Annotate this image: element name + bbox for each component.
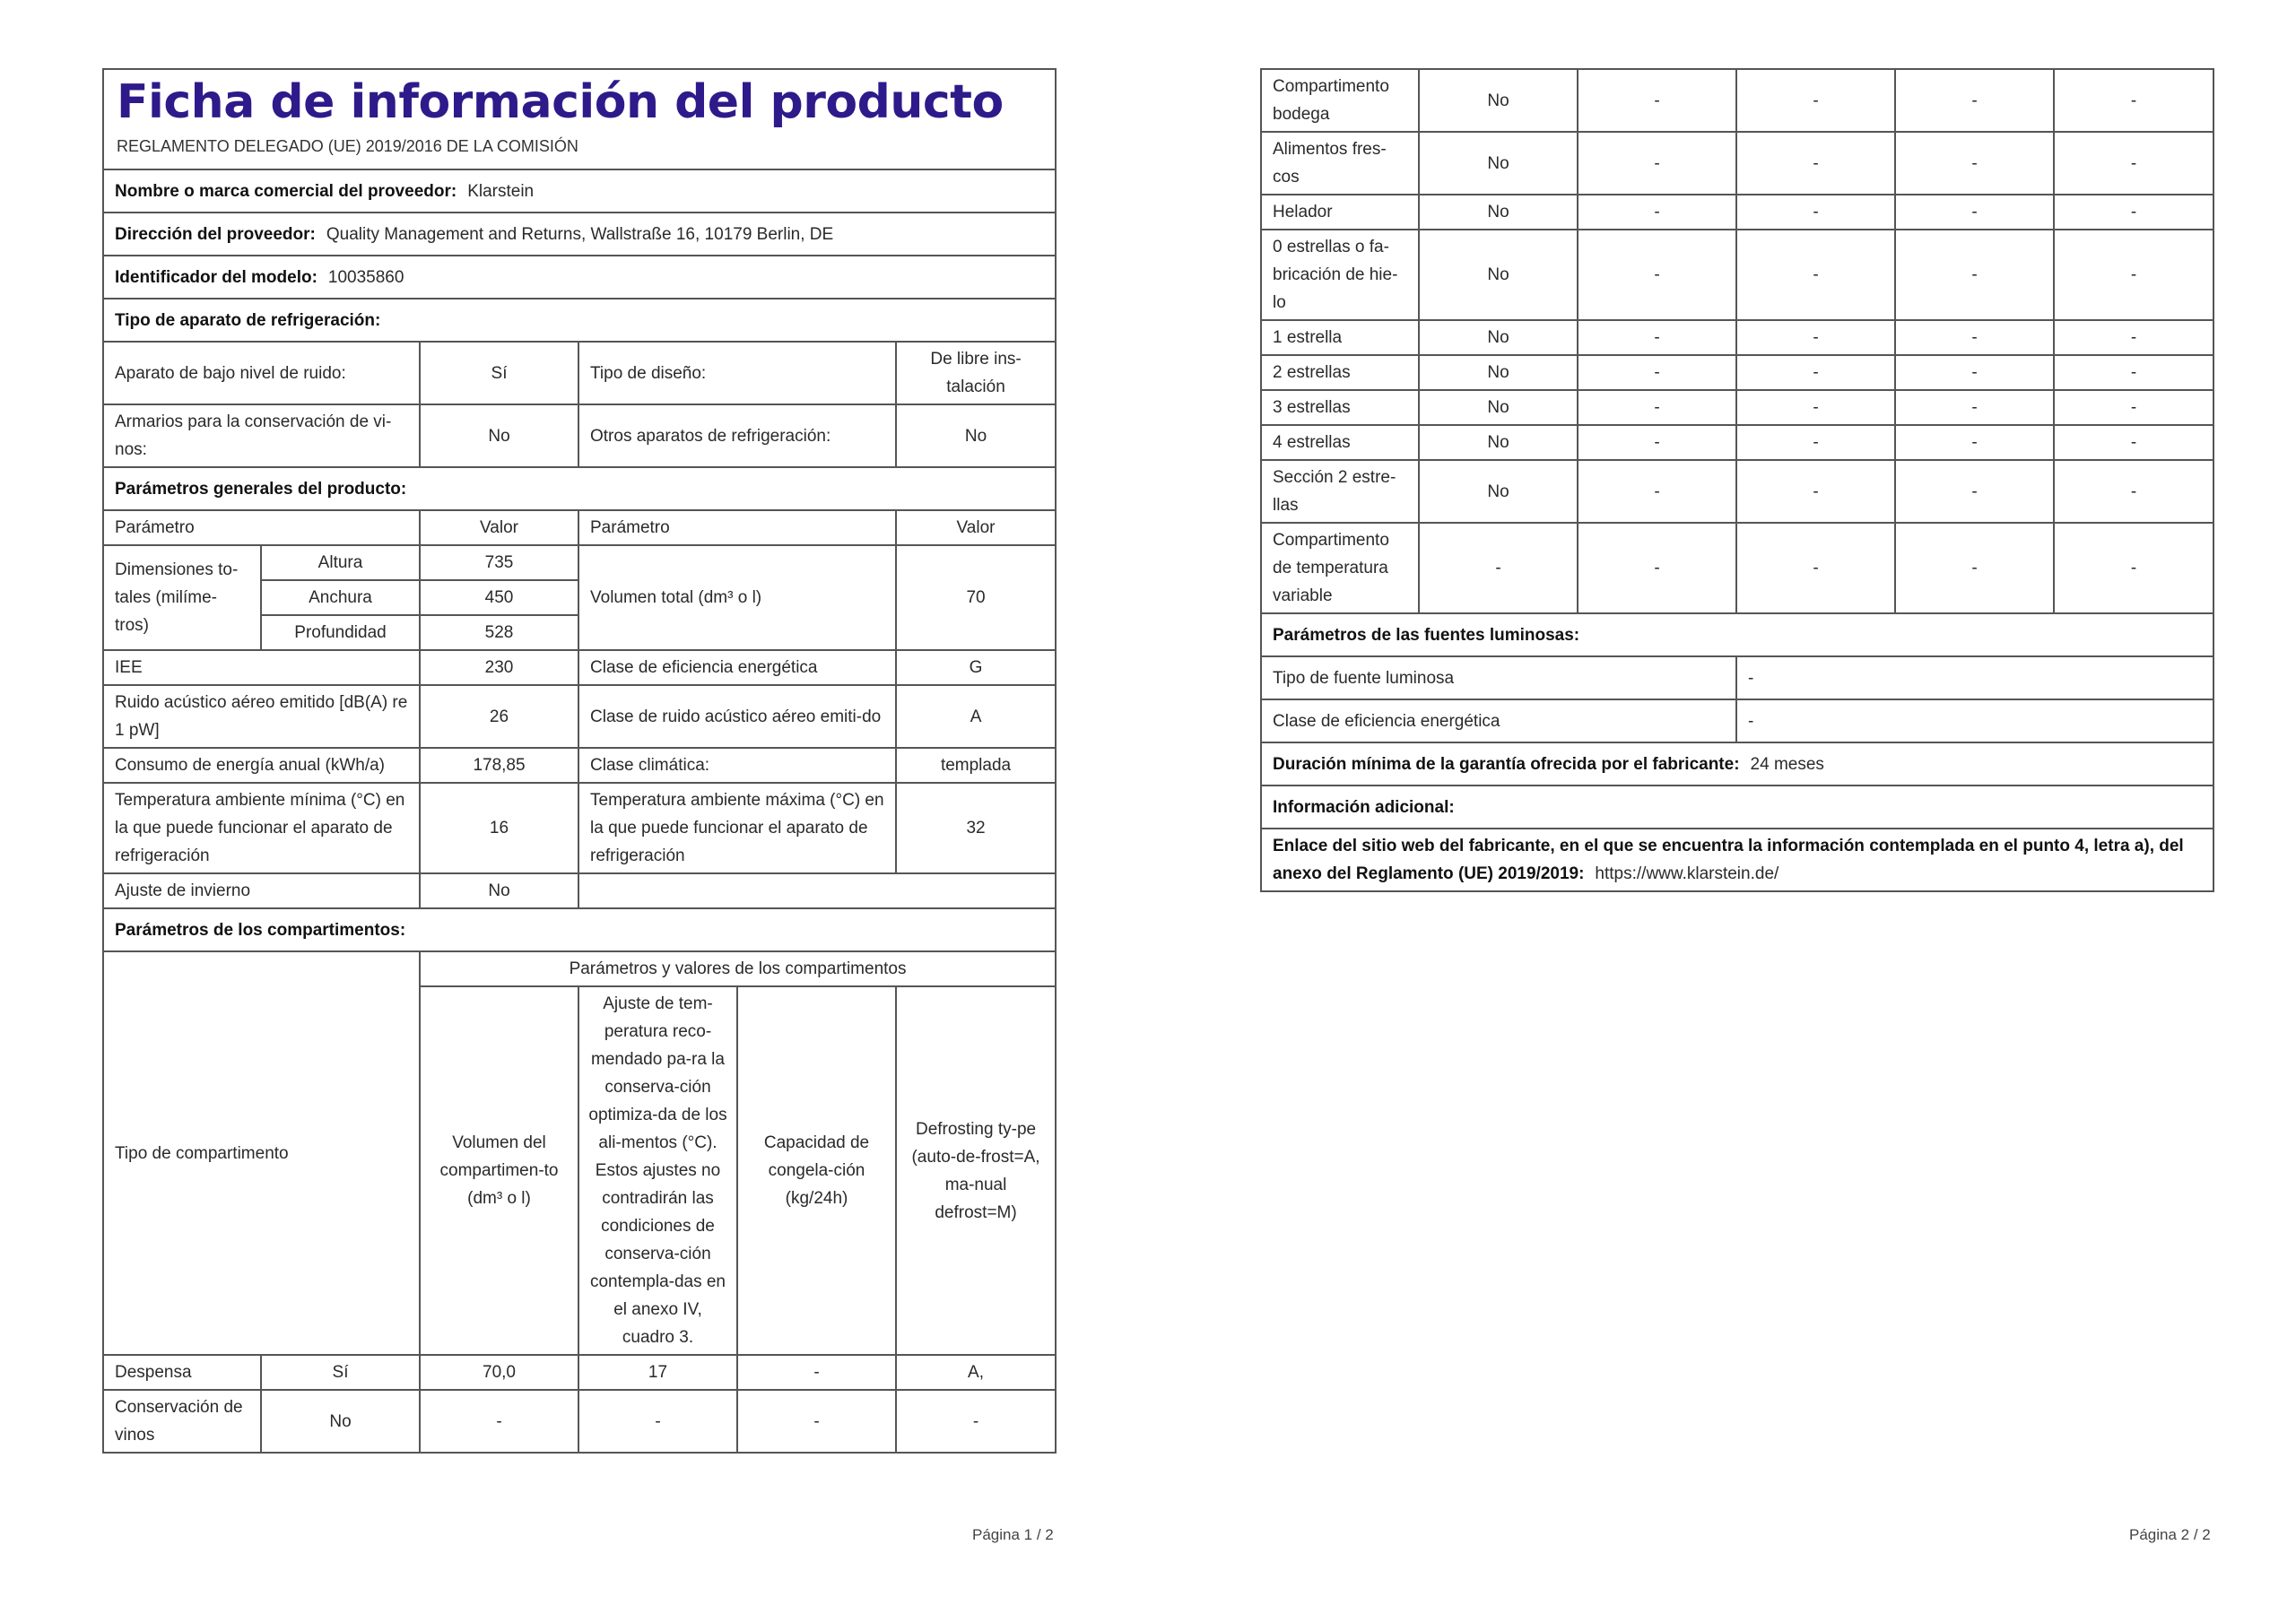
min-temp-label: Temperatura ambiente mínima (°C) en la que puede funcionar el aparato de refrigeración xyxy=(103,783,420,873)
consumption-value: 178,85 xyxy=(420,748,578,783)
table-row xyxy=(1261,320,2213,355)
row-defrost: - xyxy=(2054,320,2213,355)
row-temp: - xyxy=(1736,460,1895,523)
climate-label: Clase climática: xyxy=(578,748,896,783)
width-value: 450 xyxy=(420,580,578,615)
pantry-defrost: A, xyxy=(896,1355,1056,1390)
value-header: Valor xyxy=(420,510,578,545)
row-volume: - xyxy=(1578,230,1736,320)
pantry-freezing: - xyxy=(737,1355,896,1390)
depth-label: Profundidad xyxy=(261,615,420,650)
row-label: Alimentos fres-cos xyxy=(1261,132,1419,195)
row-label: Sección 2 estre-llas xyxy=(1261,460,1419,523)
row-freezing: - xyxy=(1895,355,2054,390)
row-label: 0 estrellas o fa-bricación de hie-lo xyxy=(1261,230,1419,320)
row-freezing: - xyxy=(1895,460,2054,523)
design-type-label: Tipo de diseño: xyxy=(578,342,896,404)
row-volume: - xyxy=(1578,425,1736,460)
pantry-volume: 70,0 xyxy=(420,1355,578,1390)
other-appliances-value: No xyxy=(896,404,1056,467)
light-class-value: - xyxy=(1736,699,2213,742)
regulation-subtitle: REGLAMENTO DELEGADO (UE) 2019/2016 DE LA COMISIÓN xyxy=(117,137,578,155)
row-freezing: - xyxy=(1895,195,2054,230)
table-row xyxy=(1261,355,2213,390)
low-noise-value: Sí xyxy=(420,342,578,404)
empty-cell xyxy=(578,873,1056,908)
energy-class-value: G xyxy=(896,650,1056,685)
col-defrost-header: Defrosting ty-pe (auto-de-frost=A, ma-nual defrost=M) xyxy=(896,986,1056,1355)
address-label: Dirección del proveedor: xyxy=(115,224,316,244)
row-present: No xyxy=(1419,230,1578,320)
table-row xyxy=(1261,195,2213,230)
row-freezing: - xyxy=(1895,390,2054,425)
model-value: 10035860 xyxy=(327,267,404,287)
col-freezing-header: Capacidad de congela-ción (kg/24h) xyxy=(737,986,896,1355)
row-defrost: - xyxy=(2054,460,2213,523)
param-header-2: Parámetro xyxy=(578,510,896,545)
row-freezing: - xyxy=(1895,425,2054,460)
low-noise-label: Aparato de bajo nivel de ruido: xyxy=(103,342,420,404)
noise-label: Ruido acústico aéreo emitido [dB(A) re 1 pW] xyxy=(103,685,420,748)
table-row xyxy=(1261,523,2213,613)
row-defrost: - xyxy=(2054,230,2213,320)
row-temp: - xyxy=(1736,390,1895,425)
page-number-1: Página 1 / 2 xyxy=(972,1526,1054,1543)
row-defrost: - xyxy=(2054,425,2213,460)
row-defrost: - xyxy=(2054,355,2213,390)
row-freezing: - xyxy=(1895,523,2054,613)
noise-value: 26 xyxy=(420,685,578,748)
compartment-params-heading: Parámetros de los compartimentos: xyxy=(115,920,406,940)
wine-cabinet-label: Armarios para la conservación de vi-nos: xyxy=(103,404,420,467)
row-volume: - xyxy=(1578,320,1736,355)
table-row xyxy=(1261,132,2213,195)
row-volume: - xyxy=(1578,460,1736,523)
row-temp: - xyxy=(1736,355,1895,390)
col-volume-header: Volumen del compartimen-to (dm³ o l) xyxy=(420,986,578,1355)
website-link-label: Enlace del sitio web del fabricante, en el que se encuentra la información contemplada en el punto 4, letra a), del anexo del Reglamento (UE) 2019/2019: xyxy=(1273,837,2184,883)
wine-row-volume: - xyxy=(420,1390,578,1453)
row-temp: - xyxy=(1736,195,1895,230)
pantry-present: Sí xyxy=(261,1355,420,1390)
row-defrost: - xyxy=(2054,390,2213,425)
wine-row-present: No xyxy=(261,1390,420,1453)
depth-value: 528 xyxy=(420,615,578,650)
dimensions-label: Dimensiones to-tales (milíme-tros) xyxy=(103,545,261,650)
warranty-label: Duración mínima de la garantía ofrecida por el fabricante: xyxy=(1273,754,1740,774)
max-temp-value: 32 xyxy=(896,783,1056,873)
row-freezing: - xyxy=(1895,230,2054,320)
wine-row-freezing: - xyxy=(737,1390,896,1453)
table-row xyxy=(1261,425,2213,460)
row-temp: - xyxy=(1736,69,1895,132)
row-label: 2 estrellas xyxy=(1261,355,1419,390)
table-row xyxy=(1261,390,2213,425)
page-2 xyxy=(1260,68,2213,892)
row-present: No xyxy=(1419,390,1578,425)
table-row xyxy=(1261,460,2213,523)
row-label: Helador xyxy=(1261,195,1419,230)
row-label: Compartimento bodega xyxy=(1261,69,1419,132)
warranty-value: 24 meses xyxy=(1750,754,1824,774)
winter-label: Ajuste de invierno xyxy=(103,873,420,908)
row-present: - xyxy=(1419,523,1578,613)
consumption-label: Consumo de energía anual (kWh/a) xyxy=(103,748,420,783)
row-label: 1 estrella xyxy=(1261,320,1419,355)
row-temp: - xyxy=(1736,425,1895,460)
compartment-values-header: Parámetros y valores de los compartimentos xyxy=(420,951,1056,986)
row-volume: - xyxy=(1578,69,1736,132)
wine-row-label: Conservación de vinos xyxy=(103,1390,261,1453)
compartment-type-header: Tipo de compartimento xyxy=(103,951,420,1355)
additional-info-heading: Información adicional: xyxy=(1273,797,1455,817)
iee-label: IEE xyxy=(103,650,420,685)
design-type-value: De libre ins-talación xyxy=(896,342,1056,404)
row-present: No xyxy=(1419,320,1578,355)
width-label: Anchura xyxy=(261,580,420,615)
row-freezing: - xyxy=(1895,320,2054,355)
row-present: No xyxy=(1419,69,1578,132)
table-row xyxy=(103,1355,1056,1390)
appliance-type-heading: Tipo de aparato de refrigeración: xyxy=(115,310,381,330)
wine-row-temp: - xyxy=(578,1390,737,1453)
value-header-2: Valor xyxy=(896,510,1056,545)
other-appliances-label: Otros aparatos de refrigeración: xyxy=(578,404,896,467)
supplier-label: Nombre o marca comercial del proveedor: xyxy=(115,181,457,201)
row-volume: - xyxy=(1578,355,1736,390)
winter-value: No xyxy=(420,873,578,908)
total-volume-value: 70 xyxy=(896,545,1056,650)
col-temp-header: Ajuste de tem-peratura reco-mendado pa-ra la conserva-ción optimiza-da de los ali-mentos (°C). Estos ajustes no contradirán las condiciones de conserva-ción contempla-das en el anexo IV, cuadro 3. xyxy=(578,986,737,1355)
model-label: Identificador del modelo: xyxy=(115,267,317,287)
product-info-table xyxy=(102,68,1057,1454)
row-freezing: - xyxy=(1895,69,2054,132)
total-volume-label: Volumen total (dm³ o l) xyxy=(578,545,896,650)
max-temp-label: Temperatura ambiente máxima (°C) en la que puede funcionar el aparato de refrigeración xyxy=(578,783,896,873)
row-temp: - xyxy=(1736,230,1895,320)
row-freezing: - xyxy=(1895,132,2054,195)
website-link[interactable]: https://www.klarstein.de/ xyxy=(1595,864,1779,883)
row-present: No xyxy=(1419,132,1578,195)
light-params-heading: Parámetros de las fuentes luminosas: xyxy=(1273,625,1580,645)
light-type-value: - xyxy=(1736,656,2213,699)
row-defrost: - xyxy=(2054,523,2213,613)
noise-class-label: Clase de ruido acústico aéreo emiti-do xyxy=(578,685,896,748)
row-present: No xyxy=(1419,355,1578,390)
climate-value: templada xyxy=(896,748,1056,783)
row-volume: - xyxy=(1578,195,1736,230)
height-value: 735 xyxy=(420,545,578,580)
row-present: No xyxy=(1419,460,1578,523)
row-volume: - xyxy=(1578,132,1736,195)
table-row xyxy=(1261,69,2213,132)
param-header: Parámetro xyxy=(103,510,420,545)
general-params-heading: Parámetros generales del producto: xyxy=(115,479,407,499)
page-1 xyxy=(102,68,1055,1454)
noise-class-value: A xyxy=(896,685,1056,748)
row-defrost: - xyxy=(2054,195,2213,230)
row-defrost: - xyxy=(2054,132,2213,195)
height-label: Altura xyxy=(261,545,420,580)
row-label: 3 estrellas xyxy=(1261,390,1419,425)
supplier-value: Klarstein xyxy=(467,181,535,201)
row-label: Compartimento de temperatura variable xyxy=(1261,523,1419,613)
energy-class-label: Clase de eficiencia energética xyxy=(578,650,896,685)
row-temp: - xyxy=(1736,320,1895,355)
page-title: Ficha de información del producto xyxy=(117,75,1004,129)
row-volume: - xyxy=(1578,390,1736,425)
row-present: No xyxy=(1419,195,1578,230)
table-row xyxy=(103,1390,1056,1453)
row-temp: - xyxy=(1736,132,1895,195)
light-type-label: Tipo de fuente luminosa xyxy=(1261,656,1736,699)
row-present: No xyxy=(1419,425,1578,460)
table-row xyxy=(1261,230,2213,320)
address-value: Quality Management and Returns, Wallstraße 16, 10179 Berlin, DE xyxy=(326,224,834,244)
compartments-table xyxy=(1260,68,2214,892)
iee-value: 230 xyxy=(420,650,578,685)
row-temp: - xyxy=(1736,523,1895,613)
row-defrost: - xyxy=(2054,69,2213,132)
row-volume: - xyxy=(1578,523,1736,613)
pantry-temp: 17 xyxy=(578,1355,737,1390)
min-temp-value: 16 xyxy=(420,783,578,873)
wine-row-defrost: - xyxy=(896,1390,1056,1453)
wine-cabinet-value: No xyxy=(420,404,578,467)
page-number-2: Página 2 / 2 xyxy=(2129,1526,2211,1543)
row-label: 4 estrellas xyxy=(1261,425,1419,460)
pantry-label: Despensa xyxy=(103,1355,261,1390)
light-class-label: Clase de eficiencia energética xyxy=(1261,699,1736,742)
